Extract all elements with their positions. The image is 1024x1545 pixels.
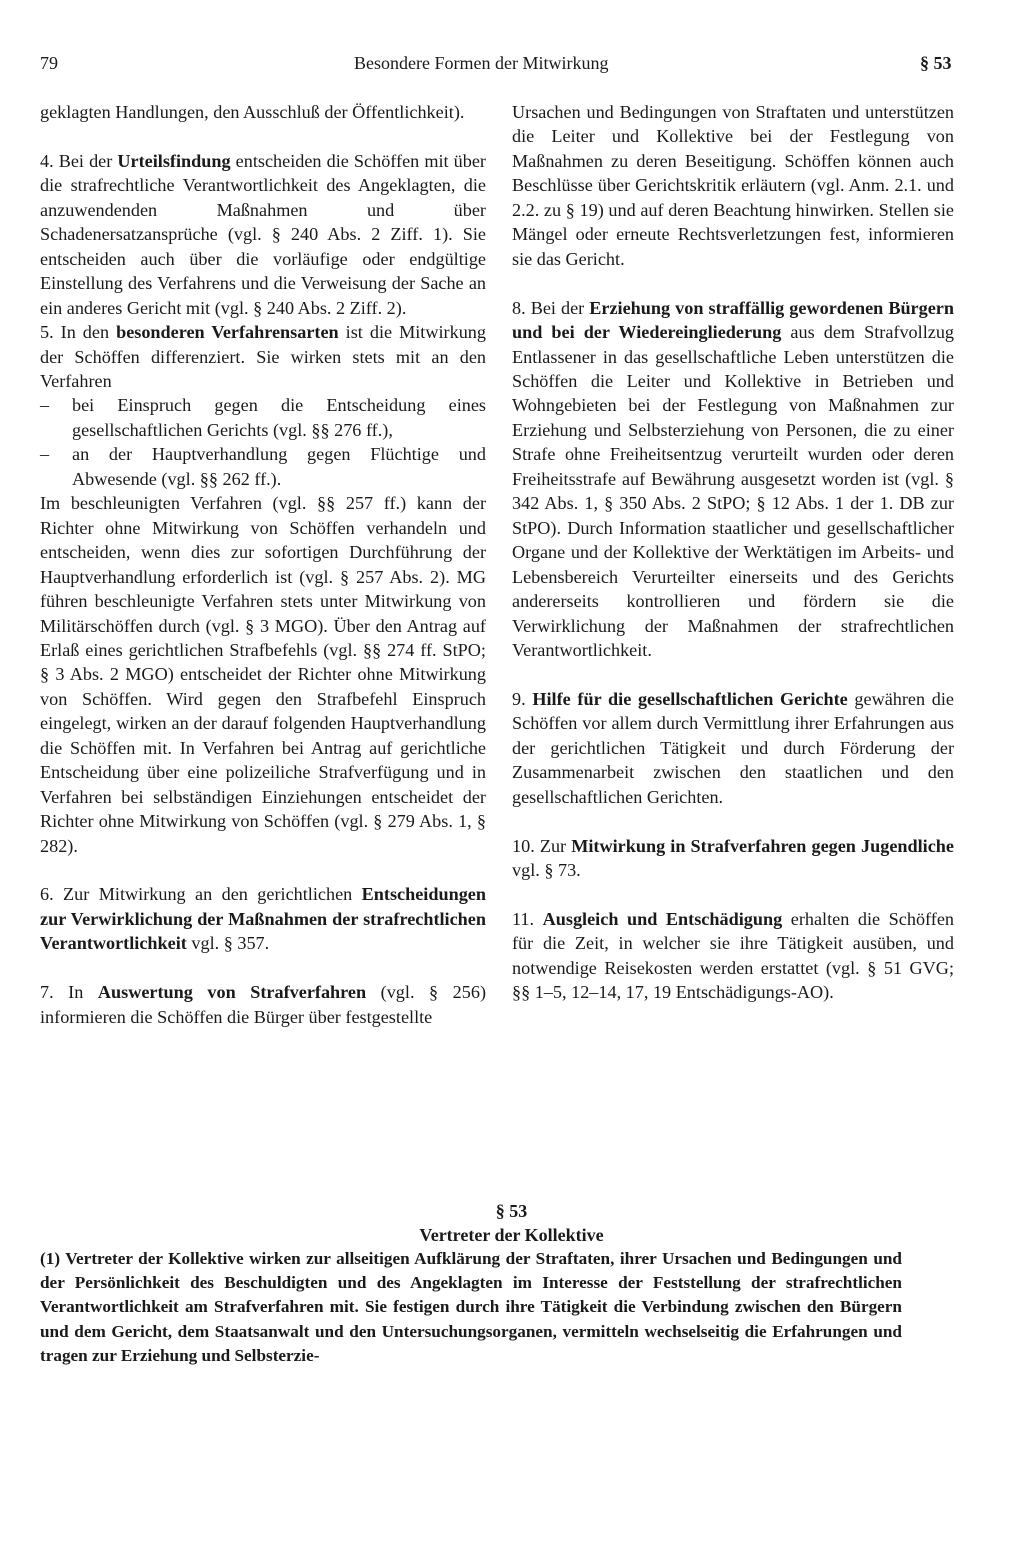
list-item [40,393,486,442]
paragraph-9-text: gewähren die Schöffen vor allem durch Vermittlung ihrer Erfahrungen aus der gerichtlichen Tätigkeit und durch Förderung der Zusammenarbeit zwischen den staatlichen und den gesellschaftlichen Gerichten. [512,688,955,807]
paragraph-11-text: erhalten die Schöffen für die Zeit, in welcher sie ihre Tätigkeit ausüben, und notwendige Reisekosten werden erstattet (vgl. § 51 GVG; §§ 1–5, 12–14, 17, 19 Entschädigungs-AO). [512,908,954,1003]
list-item-text: an der Hauptverhandlung gegen Flüchtige und Abwesende (vgl. §§ 262 ff.). [72,444,486,489]
list-item [40,442,486,491]
paragraph-7-term: Auswertung von Strafverfahren [97,982,367,1003]
paragraph-5-continued: Im beschleunigten Verfahren (vgl. §§ 257 ff.) kann der Richter ohne Mitwirkung von Schöffen verhandeln und entscheiden, wenn dies zur sofortigen Durchführung der Hauptverhandlung erforderlich ist (vgl. § 257 Abs. 2). MG führen beschleunigte Verfahren stets unter Mitwirkung von Militärschöffen durch (vgl. § 3 MGO). Über den Antrag auf Erlaß eines gerichtlichen Strafbefehls (vgl. §§ 274 ff. StPO; § 3 Abs. 2 MGO) entscheidet der Richter ohne Mitwirkung von Schöffen. Wird gegen den Strafbefehl Einspruch eingelegt, wirken an der darauf folgenden Hauptverhandlung die Schöffen mit. In Verfahren bei Antrag auf gerichtliche Entscheidung über eine polizeiliche Strafverfügung und in Verfahren bei selbständigen Einziehungen entscheidet der Richter ohne Mitwirkung von Schöffen (vgl. § 279 Abs. 1, § 282). [40,493,486,856]
section-reference: § 53 [920,53,952,73]
paragraph-10-term: Mitwirkung in Strafverfahren gegen Jugendliche [571,835,954,856]
paragraph-8-lead: 8. Bei der [512,297,590,318]
dash-marker: – [40,395,50,416]
paragraph-7-text: (vgl. § 256) informieren die Schöffen die Bürger über festgestellte [40,982,487,1027]
paragraph-8-text: aus dem Strafvollzug Entlassener in das gesellschaftliche Leben unterstützen die Schöffen die Leiter und Kollektive in Betrieben und Wohngebieten bei der Festlegung von Maßnahmen zur Erziehung und Selbsterziehung von Personen, die zu einer Strafe ohne Freiheitsentzug verurteilt wurden oder deren Freiheitsstrafe auf Bewährung ausgesetzt worden ist (vgl. § 342 Abs. 1, § 350 Abs. 2 StPO; § 12 Abs. 1 der 1. DB zur StPO). Durch Information staatlicher und gesellschaftlicher Organe und der Kollektive der Werktätigen im Arbeits- und Lebensbereich Verurteilter einerseits und des Gerichts andererseits kontrollieren und fördern sie die Verwirklichung der Maßnahmen der strafrechtlichen Verantwortlichkeit. [512,322,955,660]
paragraph-continuation: geklagten Handlungen, den Ausschluß der Öffentlichkeit). [40,102,465,122]
paragraph-7-continued: Ursachen und Bedingungen von Straftaten und unterstützen die Leiter und Kollektive bei der Festlegung von Maßnahmen zu deren Beseitigung. Schöffen können auch Beschlüsse über Gerichtskritik erläutern (vgl. Anm. 2.1. und 2.2. zu § 19) und auf deren Beachtung hinwirken. Stellen sie Mängel oder erneute Rechtsverletzungen fest, informieren sie das Gericht. [512,102,954,269]
paragraph-10 [512,834,954,883]
paragraph-4 [40,149,486,320]
paragraph-6-lead: 6. Zur Mitwirkung an den gerichtlichen [40,884,362,905]
page-number: 79 [40,53,58,73]
paragraph-11-term: Ausgleich und Entschädigung [542,908,783,929]
paragraph-6-term: Entscheidungen zur Verwirklichung der Maßnahmen der strafrechtlichen Verantwortlichkeit [40,884,486,954]
paragraph-9-term: Hilfe für die gesellschaftlichen Gerichte [532,688,848,709]
paragraph-4-text: entscheiden die Schöffen mit über die strafrechtliche Verantwortlichkeit des Angeklagten, die anzuwendenden Maßnahmen und über Schadenersatzansprüche (vgl. § 240 Abs. 2 Ziff. 1). Sie entscheiden auch über die vorläufige oder endgültige Einstellung des Verfahrens und die Verweisung der Sache an ein anderes Gericht mit (vgl. § 240 Abs. 2 Ziff. 2). [40,150,486,318]
section-title: Vertreter der Kollektive [419,1225,604,1245]
section-number: § 53 [495,1201,528,1221]
dash-marker: – [40,444,50,465]
paragraph-6 [40,882,486,955]
paragraph-6-text: vgl. § 357. [186,933,270,954]
paragraph-4-term: Urteilsfindung [117,150,231,171]
paragraph-5-text: ist die Mitwirkung der Schöffen differenziert. Sie wirken stets mit an den Verfahren [40,322,486,391]
paragraph-9-lead: 9. [512,688,533,709]
paragraph-5-term: besonderen Verfahrensarten [116,322,339,343]
paragraph-11 [512,907,954,1005]
list-item-text: bei Einspruch gegen die Entscheidung eines gesellschaftlichen Gerichts (vgl. §§ 276 ff.), [72,395,486,440]
right-column [512,100,954,1005]
paragraph-10-text: vgl. § 73. [512,860,581,880]
paragraph-9 [512,687,954,809]
paragraph-8-term: Erziehung von straffällig gewordenen Bürgern und bei der Wiedereingliederung [512,297,954,343]
paragraph-7 [40,980,486,1029]
paragraph-5 [40,320,486,393]
paragraph-8 [512,296,954,663]
running-title: Besondere Formen der Mitwirkung [354,53,609,73]
paragraph-7-lead: 7. In [40,982,98,1003]
paragraph-11-lead: 11. [512,908,543,929]
paragraph-10-lead: 10. Zur [512,835,572,856]
paragraph-5-lead: 5. In den [40,322,117,343]
section-paragraph: (1) Vertreter der Kollektive wirken zur allseitigen Aufklärung der Straftaten, ihrer Ursachen und Bedingungen und der Persönlichkeit des Beschuldigten und des Angeklagten im Interesse der Feststellung der strafrechtlichen Verantwortlichkeit am Strafverfahren mit. Sie festigen durch ihre Tätigkeit die Verbindung zwischen den Bürgern und dem Gericht, dem Staatsanwalt und den Untersuchungsorganen, vermitteln wechselseitig die Erfahrungen und tragen zur Erziehung und Selbsterzie- [40,1249,902,1365]
paragraph-4-lead: 4. Bei der [40,150,118,171]
left-column [40,100,486,1029]
section-heading [40,1199,983,1247]
